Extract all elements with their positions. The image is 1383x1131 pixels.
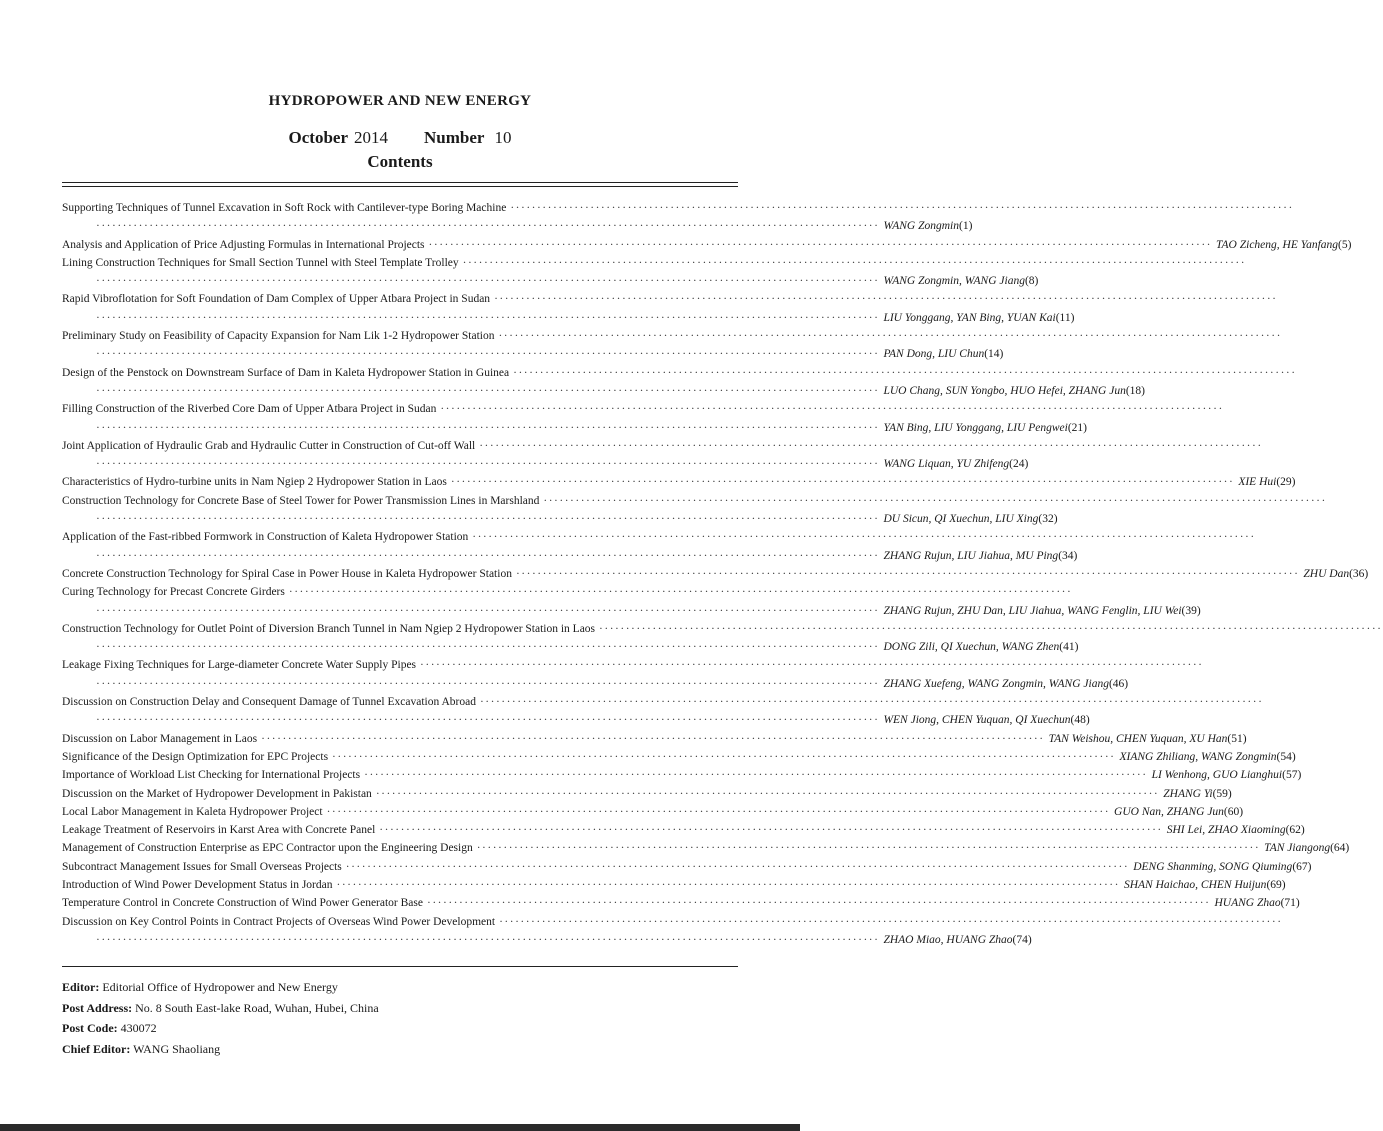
article-title: Supporting Techniques of Tunnel Excavation in Soft Rock with Cantilever-type Boring Machine (62, 202, 507, 214)
toc-entry (62, 876, 1286, 894)
toc-entry (62, 565, 1369, 583)
article-title: Characteristics of Hydro-turbine units in Nam Ngiep 2 Hydropower Station in Laos (62, 476, 447, 489)
article-authors: GUO Nan, ZHANG Jun (1114, 805, 1224, 818)
article-authors: HUANG Zhao (1214, 897, 1281, 910)
article-title: Temperature Control in Concrete Construction of Wind Power Generator Base (62, 897, 423, 910)
article-title: Curing Technology for Precast Concrete Girders (62, 586, 285, 599)
dot-leader: ··················································································································································· (96, 513, 880, 526)
dot-leader: ··················································································································································· (96, 933, 880, 946)
toc-entry-line (62, 565, 1369, 583)
toc-entry-line (62, 272, 1039, 290)
toc-entry-line (62, 236, 1352, 254)
article-authors: ZHANG Yi (1163, 787, 1213, 800)
toc-entry-line (62, 620, 1383, 638)
toc-entry (62, 766, 1302, 784)
article-page: (60) (1223, 805, 1244, 818)
article-authors: PAN Dong, LIU Chun (883, 348, 985, 361)
article-title: Discussion on the Market of Hydropower Development in Pakistan (62, 787, 372, 800)
page-bottom-edge (0, 1124, 800, 1131)
dot-leader: ··················································································································································· (364, 769, 1148, 782)
dot-leader: ··················································································································································· (428, 238, 1212, 251)
article-authors: LIU Yonggang, YAN Bing, YUAN Kai (883, 311, 1056, 324)
toc-entry-line (62, 711, 1090, 729)
article-title: Importance of Workload List Checking for International Projects (62, 769, 361, 782)
article-authors: SHAN Haichao, CHEN Huijun (1123, 878, 1267, 891)
dot-leader: ··················································································································································· (513, 366, 1297, 379)
dot-leader: ··················································································································································· (599, 622, 1383, 635)
toc-entry-line (62, 528, 1256, 546)
post-code-value: 430072 (120, 1021, 157, 1035)
toc-entry-line (62, 473, 1296, 491)
toc-entry-line (62, 785, 1232, 803)
toc-entry (62, 730, 1247, 748)
article-title: Lining Construction Techniques for Small Section Tunnel with Steel Template Trolley (62, 256, 459, 269)
chief-editor-label: Chief Editor: (62, 1041, 131, 1056)
toc-entry-line (62, 821, 1305, 839)
article-page: (51) (1227, 732, 1247, 745)
dot-leader: ··················································································································································· (476, 842, 1261, 855)
dot-leader: ··················································································································································· (462, 256, 1247, 269)
dot-leader: ··················································································································································· (96, 677, 880, 690)
article-authors: XIANG Zhiliang, WANG Zongmin (1119, 750, 1277, 763)
article-authors: ZHANG Xuefeng, WANG Zongmin, WANG Jiang (883, 677, 1109, 690)
dot-leader: ··················································································································································· (96, 549, 880, 562)
toc-entry (62, 620, 1383, 657)
issue-number-label: Number (424, 128, 485, 147)
article-title: Filling Construction of the Riverbed Core Dam of Upper Atbara Project in Sudan (62, 403, 437, 416)
toc-entry (62, 821, 1305, 839)
dot-leader: ··················································································································································· (494, 293, 1278, 306)
article-authors: XIE Hui (1238, 476, 1277, 489)
article-authors: WEN Jiong, CHEN Yuquan, QI Xuechun (883, 714, 1071, 727)
article-page: (57) (1282, 769, 1302, 782)
dot-leader: ··················································································································································· (96, 421, 880, 434)
toc-entry (62, 913, 1283, 950)
toc-entry-line (62, 510, 1058, 528)
chief-editor-value: WANG Shaoliang (133, 1041, 221, 1056)
dot-leader: ··················································································································································· (420, 659, 1204, 672)
article-authors: ZHANG Rujun, ZHU Dan, LIU Jiahua, WANG Fenglin, LIU Wei (883, 604, 1182, 617)
article-title: Discussion on Construction Delay and Consequent Damage of Tunnel Excavation Abroad (62, 696, 476, 709)
top-rule-double (62, 186, 738, 187)
article-authors: DENG Shanming, SONG Qiuming (1133, 860, 1293, 873)
article-title: Joint Application of Hydraulic Grab and Hydraulic Cutter in Construction of Cut-off Wall (62, 439, 476, 452)
dot-leader: ··················································································································································· (261, 732, 1045, 745)
article-page: (54) (1276, 750, 1296, 763)
article-title: Local Labor Management in Kaleta Hydropower Project (62, 805, 323, 818)
dot-leader: ··················································································································································· (345, 860, 1130, 873)
editor-row (62, 977, 738, 998)
article-title: Introduction of Wind Power Development Status in Jordan (62, 878, 333, 891)
toc-entry-line (62, 290, 1278, 308)
dot-leader: ··················································································································································· (96, 384, 880, 397)
toc-entry-line (62, 400, 1224, 418)
toc-entry (62, 748, 1296, 766)
toc-entry (62, 693, 1264, 730)
dot-leader: ··················································································································································· (96, 348, 880, 361)
article-title: Management of Construction Enterprise as EPC Contractor upon the Engineering Design (62, 842, 473, 855)
dot-leader: ··················································································································································· (440, 403, 1224, 416)
toc-entry-line (62, 839, 1350, 857)
article-page: (39) (1181, 604, 1201, 617)
toc-entry (62, 803, 1244, 821)
toc-entry (62, 858, 1312, 876)
toc-entry (62, 364, 1297, 401)
toc-entry-line (62, 894, 1300, 912)
issue-line (0, 128, 800, 148)
dot-leader: ··················································································································································· (499, 915, 1283, 928)
article-authors: LUO Chang, SUN Yongbo, HUO Hefei, ZHANG Jun (883, 384, 1126, 397)
article-title: Significance of the Design Optimization for EPC Projects (62, 750, 329, 763)
toc-entry-line (62, 675, 1129, 693)
toc-entry (62, 400, 1224, 437)
article-title: Rapid Vibroflotation for Soft Foundation of Dam Complex of Upper Atbara Project in Sudan (62, 293, 491, 306)
toc-entry-line (62, 931, 1032, 949)
post-address-value: No. 8 South East-lake Road, Wuhan, Hubei, China (135, 1000, 379, 1015)
toc-entry-line (62, 748, 1296, 766)
dot-leader: ··················································································································································· (543, 494, 1327, 507)
editorial-info (62, 977, 738, 1059)
post-code-row (62, 1018, 738, 1039)
toc-entry (62, 492, 1327, 529)
contents-heading: Contents (367, 152, 433, 171)
toc-entry-line (62, 364, 1297, 382)
article-page: (29) (1276, 476, 1296, 489)
article-title: Concrete Construction Technology for Spiral Case in Power House in Kaleta Hydropower Station (62, 567, 512, 580)
article-page: (64) (1330, 842, 1350, 855)
article-page: (48) (1070, 714, 1090, 727)
article-title: Construction Technology for Outlet Point of Diversion Branch Tunnel in Nam Ngiep 2 Hydropower Station in Laos (62, 622, 596, 635)
toc-entry-line (62, 492, 1327, 510)
dot-leader: ··················································································································································· (427, 897, 1211, 910)
dot-leader: ··················································································································································· (472, 531, 1256, 544)
toc-entry (62, 583, 1201, 620)
article-authors: TAN Weishou, CHEN Yuquan, XU Han (1048, 732, 1228, 745)
article-authors: ZHU Dan (1303, 567, 1350, 580)
toc-entry (62, 473, 1296, 491)
dot-leader: ··················································································································································· (332, 750, 1116, 763)
article-page: (62) (1285, 824, 1305, 837)
issue-month: October (288, 128, 349, 147)
toc-entry-line (62, 254, 1247, 272)
article-page: (46) (1108, 677, 1129, 690)
article-authors: SHI Lei, ZHAO Xiaoming (1166, 824, 1286, 837)
dot-leader: ··················································································································································· (375, 787, 1160, 800)
dot-leader: ··················································································································································· (288, 586, 1073, 599)
toc-entry-line (62, 345, 1004, 363)
toc-entry (62, 199, 1294, 236)
article-page: (11) (1055, 311, 1075, 324)
article-authors: LI Wenhong, GUO Lianghui (1151, 769, 1283, 782)
dot-leader: ··················································································································································· (479, 696, 1264, 709)
toc-entry-line (62, 455, 1029, 473)
article-page: (41) (1059, 641, 1079, 654)
toc-entry-line (62, 730, 1247, 748)
dot-leader: ··················································································································································· (96, 311, 880, 324)
dot-leader: ··················································································································································· (510, 202, 1294, 214)
toc-entry (62, 785, 1232, 803)
dot-leader: ··················································································································································· (96, 714, 880, 727)
toc-entry-line (62, 583, 1073, 601)
dot-leader: ··················································································································································· (479, 439, 1263, 452)
article-page: (34) (1058, 549, 1078, 562)
article-page: (59) (1212, 787, 1232, 800)
article-page: (1) (959, 220, 973, 233)
toc-entry-line (62, 876, 1286, 894)
toc-entry-line (62, 437, 1263, 455)
article-page: (24) (1009, 458, 1029, 471)
toc-entry (62, 437, 1263, 474)
issue-year: 2014 (354, 128, 389, 147)
article-title: Analysis and Application of Price Adjusting Formulas in International Projects (62, 238, 425, 251)
dot-leader: ··················································································································································· (96, 604, 880, 617)
journal-title: HYDROPOWER AND NEW ENERGY (268, 93, 532, 109)
article-page: (18) (1125, 384, 1145, 397)
article-page: (69) (1266, 878, 1286, 891)
toc-entry (62, 839, 1350, 857)
article-authors: TAO Zicheng, HE Yanfang (1215, 238, 1339, 251)
post-code-label: Post Code: (62, 1021, 118, 1035)
article-title: Preliminary Study on Feasibility of Capacity Expansion for Nam Lik 1-2 Hydropower Station (62, 330, 495, 343)
editor-value: Editorial Office of Hydropower and New Energy (102, 980, 338, 994)
toc-entry-line (62, 547, 1078, 565)
article-title: Construction Technology for Concrete Base of Steel Tower for Power Transmission Lines in Marshland (62, 494, 540, 507)
dot-leader: ··················································································································································· (515, 567, 1300, 580)
article-authors: WANG Zongmin, WANG Jiang (883, 275, 1025, 288)
toc-entry (62, 254, 1247, 291)
article-page: (21) (1067, 421, 1088, 434)
article-page: (8) (1024, 275, 1039, 288)
dot-leader: ··················································································································································· (96, 458, 880, 471)
article-title: Subcontract Management Issues for Small Overseas Projects (62, 860, 342, 873)
article-title: Application of the Fast-ribbed Formwork in Construction of Kaleta Hydropower Station (62, 531, 469, 544)
article-page: (36) (1349, 567, 1369, 580)
toc-entry-line (62, 858, 1312, 876)
article-title: Discussion on Key Control Points in Contract Projects of Overseas Wind Power Development (62, 915, 496, 928)
editor-label: Editor: (62, 980, 100, 994)
article-title: Leakage Fixing Techniques for Large-diameter Concrete Water Supply Pipes (62, 659, 417, 672)
dot-leader: ··················································································································································· (379, 824, 1163, 837)
dot-leader: ··················································································································································· (96, 220, 880, 233)
dot-leader: ··················································································································································· (450, 476, 1235, 489)
toc-entry-line (62, 309, 1075, 327)
toc-entry (62, 894, 1300, 912)
chief-editor-row (62, 1039, 738, 1060)
toc-entry (62, 656, 1204, 693)
article-page: (32) (1038, 513, 1058, 526)
article-authors: WANG Zongmin (883, 220, 960, 233)
table-of-contents (62, 199, 1383, 949)
toc-entry-line (62, 766, 1302, 784)
article-authors: ZHAO Miao, HUANG Zhao (883, 933, 1013, 946)
toc-entry-line (62, 638, 1079, 656)
article-authors: WANG Liquan, YU Zhifeng (883, 458, 1010, 471)
article-title: Discussion on Labor Management in Laos (62, 732, 258, 745)
dot-leader: ··················································································································································· (336, 878, 1120, 891)
article-page: (5) (1338, 238, 1352, 251)
dot-leader: ··················································································································································· (96, 641, 880, 654)
article-title: Leakage Treatment of Reservoirs in Karst Area with Concrete Panel (62, 824, 376, 837)
article-authors: ZHANG Rujun, LIU Jiahua, MU Ping (883, 549, 1059, 562)
toc-entry-line (62, 217, 973, 235)
article-page: (14) (984, 348, 1004, 361)
post-address-row (62, 998, 738, 1019)
toc-entry-line (62, 656, 1204, 674)
toc-entry-line (62, 419, 1088, 437)
article-page: (71) (1280, 897, 1300, 910)
toc-entry-line (62, 382, 1145, 400)
article-authors: DU Sicun, QI Xuechun, LIU Xing (883, 513, 1039, 526)
dot-leader: ··················································································································································· (326, 805, 1111, 818)
article-page: (67) (1292, 860, 1312, 873)
article-authors: TAN Jiangong (1264, 842, 1331, 855)
toc-entry-line (62, 602, 1201, 620)
toc-entry-line (62, 913, 1283, 931)
article-authors: YAN Bing, LIU Yonggang, LIU Pengwei (883, 421, 1068, 434)
toc-entry (62, 528, 1256, 565)
article-page: (74) (1012, 933, 1032, 946)
footer-rule (62, 966, 738, 967)
toc-entry (62, 327, 1282, 364)
toc-entry (62, 236, 1352, 254)
toc-entry-line (62, 199, 1294, 217)
toc-entry-line (62, 327, 1282, 345)
article-authors: DONG Zili, QI Xuechun, WANG Zhen (883, 641, 1060, 654)
toc-entry-line (62, 693, 1264, 711)
toc-entry (62, 290, 1278, 327)
article-title: Design of the Penstock on Downstream Surface of Dam in Kaleta Hydropower Station in Guinea (62, 366, 510, 379)
dot-leader: ··················································································································································· (498, 330, 1282, 343)
post-address-label: Post Address: (62, 1000, 133, 1015)
toc-entry-line (62, 803, 1244, 821)
issue-number: 10 (494, 128, 512, 147)
top-rule (62, 182, 738, 183)
dot-leader: ··················································································································································· (96, 275, 880, 288)
